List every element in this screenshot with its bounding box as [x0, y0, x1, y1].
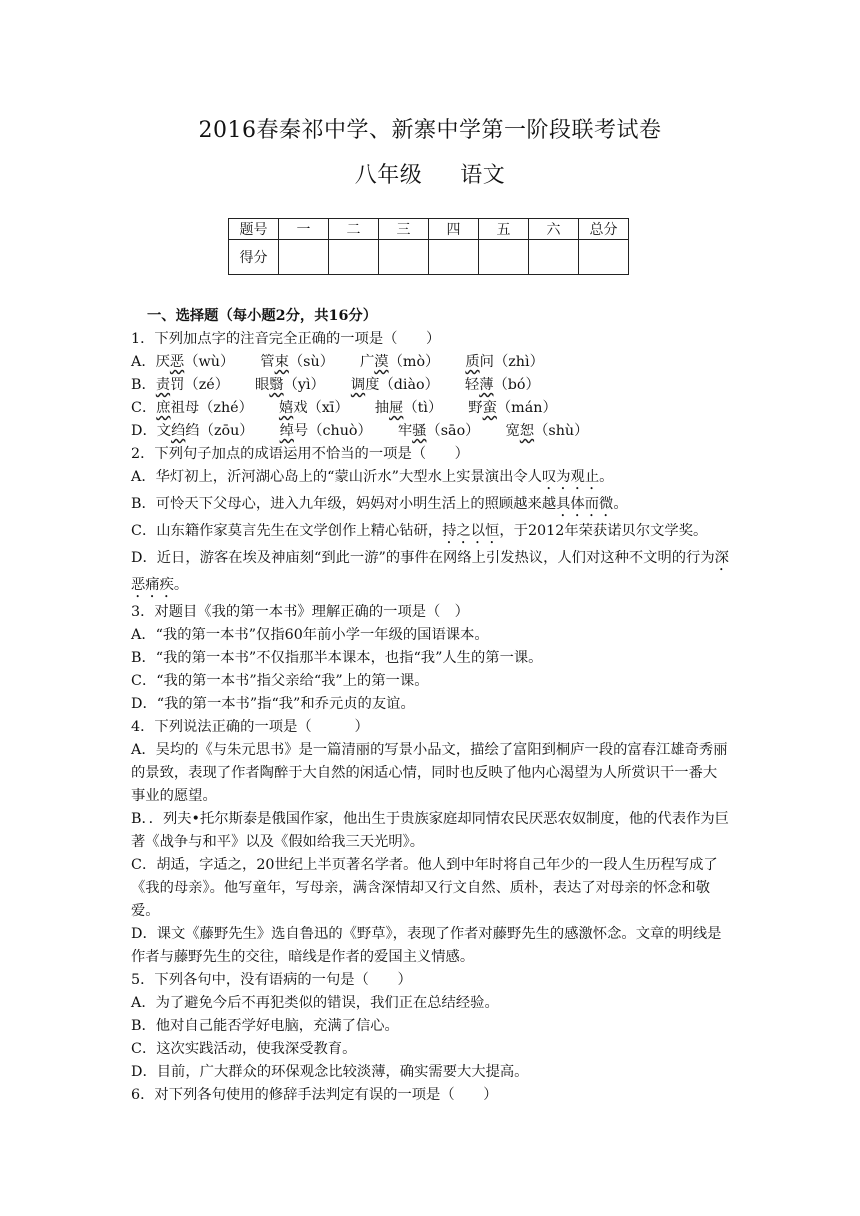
marked-char: 嬉: [278, 400, 294, 416]
q2-option-c: [131, 520, 731, 547]
text: 。: [613, 496, 628, 512]
q3-option-b: B．“我的第一本书”不仅指那半本课本，也指“我”人生的第一课。: [131, 650, 543, 666]
pinyin: （zhì）: [493, 354, 544, 370]
text: 牢: [397, 423, 413, 439]
text: 轻: [464, 377, 480, 393]
text: 戏: [293, 400, 308, 416]
score-blank: [329, 240, 379, 275]
text: 眼: [255, 377, 270, 393]
q1-option-a: [131, 351, 731, 374]
q2-option-d: [131, 547, 731, 601]
question-4-stem: 4．下列说法正确的一项是（ ）: [131, 719, 369, 735]
score-blank: [379, 240, 429, 275]
text: B．可怜天下父母心，进入九年级，妈妈对小明生活上的照顾越来越: [131, 496, 557, 512]
q5-option-c: C．这次实践活动，使我深受教育。: [131, 1041, 357, 1057]
text: 祖母: [170, 400, 200, 416]
marked-char: 薄: [479, 377, 494, 393]
text: B．: [131, 377, 156, 393]
text: 。: [173, 577, 189, 593]
pinyin: （zhé）: [199, 400, 253, 416]
marked-char: 恶: [169, 354, 185, 370]
question-3-stem: 3．对题目《我的第一本书》理解正确的一项是（ ）: [131, 604, 469, 620]
text: D．近日，游客在埃及神庙刻“到此一游”的事件在网络上引发热议，人们对这种不文明的行为: [131, 550, 715, 566]
dotted-idiom: 持之以恒: [442, 523, 500, 539]
pinyin: （mò）: [388, 354, 440, 370]
marked-char: 屉: [389, 400, 404, 416]
text: 广: [360, 354, 375, 370]
pinyin: （mán）: [496, 400, 557, 416]
exam-content: [131, 305, 731, 1107]
marked-char: 调: [350, 377, 366, 393]
score-table-header-row: [229, 219, 629, 240]
text: 度: [365, 377, 380, 393]
q3-option-c: C．“我的第一本书”指父亲给“我”上的第一课。: [131, 673, 429, 689]
q5-option-b: B．他对自己能否学好电脑，充满了信心。: [131, 1018, 399, 1034]
score-blank: [429, 240, 479, 275]
marked-char: 束: [274, 354, 289, 370]
q4-option-c: C．胡适，字适之，20世纪上半页著名学者。他人到中年时将自己年少的一段人生历程写成了《我的母亲》。他写童年，写母亲，满含深情却又行文自然、质朴，表达了对母亲的怀念和敬爱。: [131, 857, 718, 919]
q2-option-b: [131, 493, 731, 520]
text: D．文: [131, 423, 172, 439]
pinyin: （bó）: [493, 377, 540, 393]
score-cell-4: 四: [429, 219, 479, 240]
question-5-stem: 5．下列各句中，没有语病的一句是（ ）: [131, 972, 412, 988]
score-blank: [479, 240, 529, 275]
q5-option-a: A．为了避免今后不再犯类似的错误，我们正在总结经验。: [131, 995, 499, 1011]
text: 野: [468, 400, 483, 416]
marked-char: 恕: [519, 423, 535, 439]
pinyin: （tì）: [403, 400, 443, 416]
text: 罚: [170, 377, 185, 393]
text: 。: [599, 469, 614, 485]
q3-option-d: D．“我的第一本书”指“我”和乔元贞的友谊。: [131, 696, 415, 712]
pinyin: （xī）: [307, 400, 349, 416]
marked-char: 责: [155, 377, 171, 393]
text: 抽: [374, 400, 390, 416]
marked-char: 骚: [412, 423, 427, 439]
pinyin: （wù）: [184, 354, 235, 370]
q1-option-c: [131, 397, 731, 420]
dotted-idiom: 具体而微: [556, 496, 614, 512]
q5-option-d: D．目前，广大群众的环保观念比较淡薄，确实需要大大提高。: [131, 1064, 529, 1080]
score-cell-2: 二: [329, 219, 379, 240]
score-blank: [579, 240, 629, 275]
dotted-idiom: 深恶痛疾: [131, 550, 729, 593]
pinyin: （sù）: [288, 354, 334, 370]
marked-char: 翳: [269, 377, 284, 393]
text: C．: [131, 400, 157, 416]
subject-label: 语文: [460, 163, 506, 188]
marked-char: 蛮: [482, 400, 497, 416]
score-row-label: 得分: [229, 240, 279, 275]
score-cell-5: 五: [479, 219, 529, 240]
text: A．华灯初上，沂河湖心岛上的“蒙山沂水”大型水上实景演出令人: [131, 469, 542, 485]
text: 问: [479, 354, 494, 370]
q3-option-a: A．“我的第一本书”仅指60年前小学一年级的国语课本。: [131, 627, 489, 643]
question-1-stem: 1．下列加点字的注音完全正确的一项是（ ）: [131, 331, 441, 347]
pinyin: （zōu）: [199, 423, 254, 439]
text: A．厌: [131, 354, 170, 370]
exam-subtitle: [0, 158, 860, 189]
score-table-score-row: [229, 240, 629, 275]
score-cell-3: 三: [379, 219, 429, 240]
score-table: [228, 218, 629, 275]
pinyin: （yì）: [283, 377, 325, 393]
q4-option-a: A．吴均的《与朱元思书》是一篇清丽的写景小品文，描绘了富阳到桐庐一段的富春江雄奇秀丽的景致，表现了作者陶醉于大自然的闲适心情，同时也反映了他内心渴望为人所赏识干一番大事业的愿望。: [131, 742, 728, 804]
score-blank: [529, 240, 579, 275]
text: 号: [293, 423, 309, 439]
pinyin: （zé）: [184, 377, 229, 393]
score-cell-total: 总分: [579, 219, 629, 240]
q1-option-b: [131, 374, 731, 397]
exam-title: 2016春秦祁中学、新寨中学第一阶段联考试卷: [198, 118, 662, 143]
score-cell-6: 六: [529, 219, 579, 240]
pinyin: （shù）: [534, 423, 589, 439]
dotted-idiom: 叹为观止: [541, 469, 600, 485]
text: 宽: [505, 423, 520, 439]
marked-char: 漠: [374, 354, 389, 370]
q4-option-b: B．．列夫•托尔斯泰是俄国作家，他出生于贵族家庭却同情农民厌恶农奴制度，他的代表作为巨著《战争与和平》以及《假如给我三天光明》。: [131, 811, 729, 850]
q4-option-d: D．课文《藤野先生》选自鲁迅的《野草》，表现了作者对藤野先生的感激怀念。文章的明线是作者与藤野先生的交往，暗线是作者的爱国主义情感。: [131, 926, 722, 965]
question-6-stem: 6．对下列各句使用的修辞手法判定有误的一项是（ ）: [131, 1087, 498, 1103]
q1-option-d: [131, 420, 731, 443]
score-blank: [279, 240, 329, 275]
pinyin: （sāo）: [426, 423, 480, 439]
pinyin: （diào）: [379, 377, 439, 393]
marked-char: 绉: [171, 423, 186, 439]
marked-char: 绰: [279, 423, 294, 439]
text: 管: [260, 354, 275, 370]
marked-char: 庶: [156, 400, 171, 416]
text: ，于2012年荣获诺贝尔文学奖。: [499, 523, 708, 539]
score-cell-1: 一: [279, 219, 329, 240]
question-2-stem: 2．下列句子加点的成语运用不恰当的一项是（ ）: [131, 446, 469, 462]
text: C．山东籍作家莫言先生在文学创作上精心钻研，: [131, 523, 443, 539]
grade-label: 八年级: [354, 163, 423, 188]
score-cell-label: 题号: [229, 219, 279, 240]
q2-option-a: [131, 466, 731, 493]
section-title: 一、选择题（每小题2分，共16分）: [147, 308, 377, 324]
pinyin: （chuò）: [308, 423, 372, 439]
marked-char: 质: [465, 354, 480, 370]
text: 绉: [185, 423, 200, 439]
